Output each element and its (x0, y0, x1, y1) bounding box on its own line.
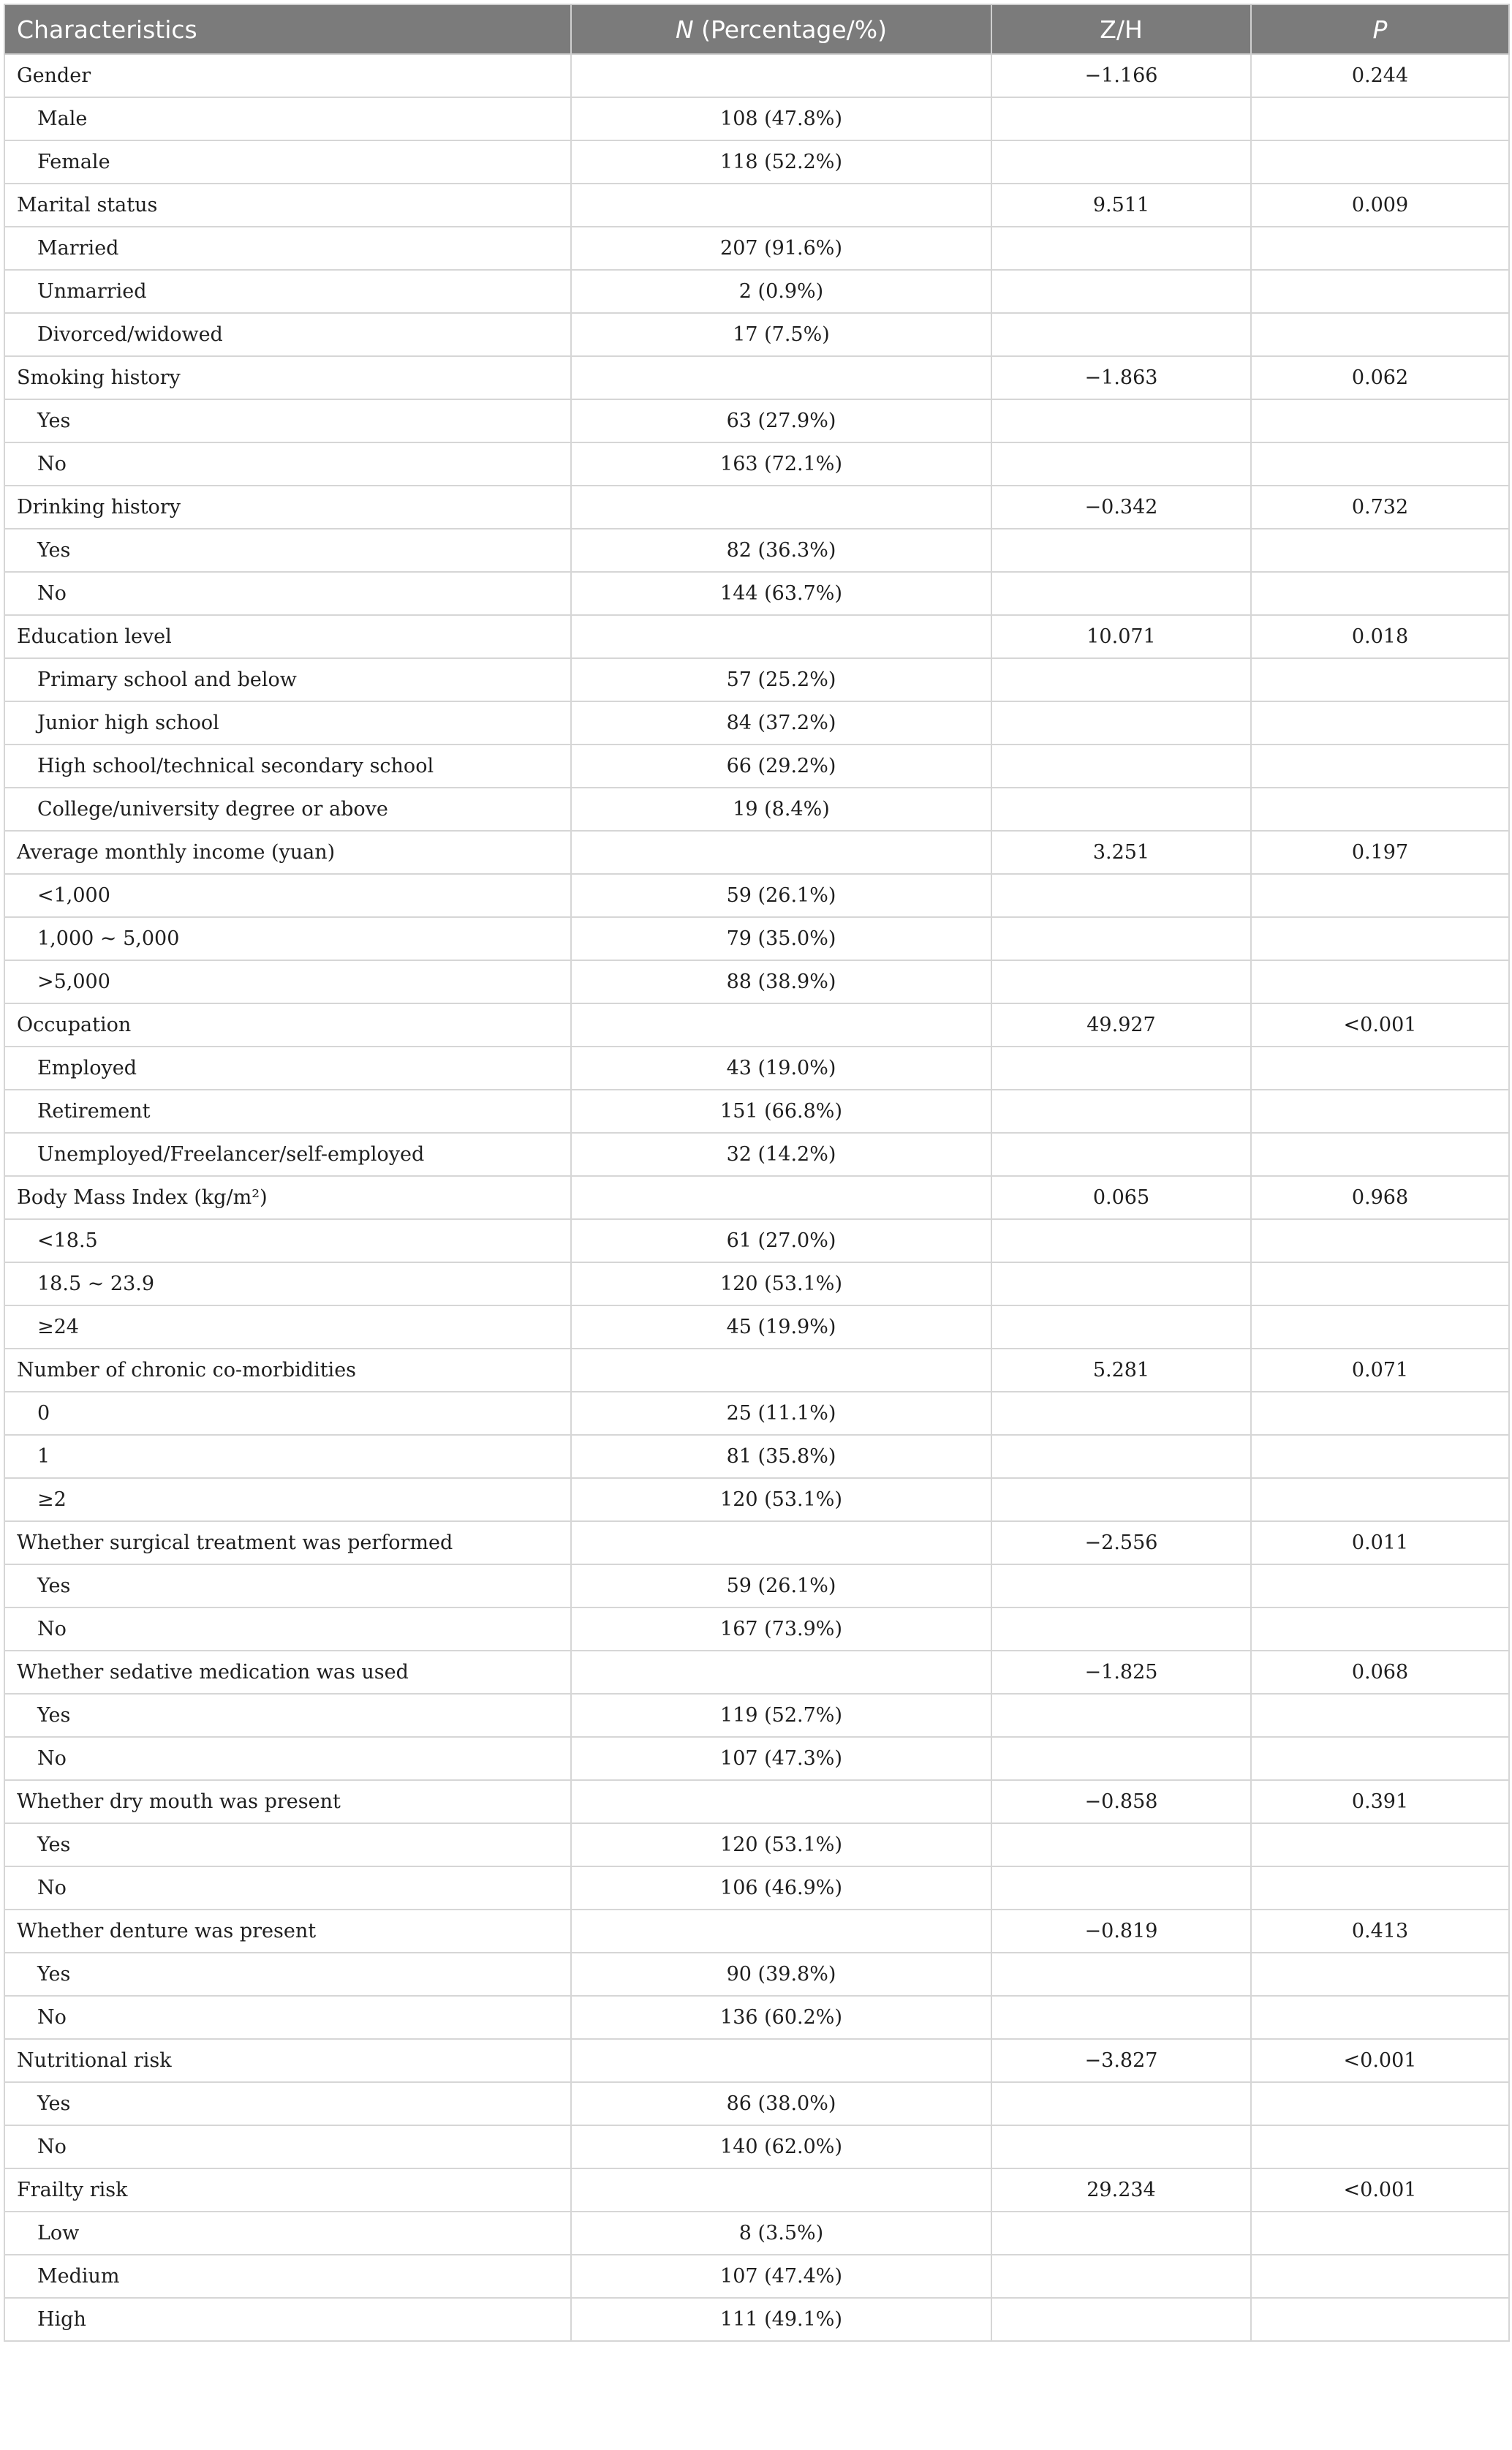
z-h-statistic-cell (991, 313, 1251, 356)
count-percentage-cell (571, 184, 991, 227)
table-row-subcategory (4, 1996, 1509, 2039)
z-h-statistic-cell (991, 399, 1251, 442)
count-percentage-cell: 66 (29.2%) (571, 745, 991, 788)
count-percentage-cell: 88 (38.9%) (571, 960, 991, 1003)
count-percentage-cell: 25 (11.1%) (571, 1392, 991, 1435)
count-percentage-cell: 106 (46.9%) (571, 1866, 991, 1910)
table-row-variable (4, 356, 1509, 399)
characteristic-cell: No (4, 1737, 571, 1780)
count-percentage-cell: 84 (37.2%) (571, 701, 991, 745)
count-percentage-cell (571, 615, 991, 658)
z-h-statistic-cell: −1.863 (991, 356, 1251, 399)
table-row-subcategory (4, 1392, 1509, 1435)
table-container (4, 4, 1508, 2342)
z-h-statistic-cell (991, 960, 1251, 1003)
z-h-statistic-cell (991, 140, 1251, 184)
count-percentage-cell: 81 (35.8%) (571, 1435, 991, 1478)
characteristic-cell: No (4, 1996, 571, 2039)
count-percentage-cell: 63 (27.9%) (571, 399, 991, 442)
z-h-statistic-cell (991, 2212, 1251, 2255)
header-row (4, 4, 1509, 54)
p-value-cell: <0.001 (1251, 2039, 1509, 2082)
table-row-variable (4, 184, 1509, 227)
characteristic-cell: Marital status (4, 184, 571, 227)
table-row-variable (4, 1521, 1509, 1564)
count-percentage-cell: 43 (19.0%) (571, 1047, 991, 1090)
characteristic-cell: Number of chronic co-morbidities (4, 1349, 571, 1392)
table-row-variable (4, 1780, 1509, 1823)
table-row-variable (4, 1176, 1509, 1219)
count-percentage-cell: 144 (63.7%) (571, 572, 991, 615)
p-value-cell (1251, 442, 1509, 486)
table-row-subcategory (4, 1607, 1509, 1651)
count-percentage-cell (571, 1651, 991, 1694)
p-value-cell: 0.968 (1251, 1176, 1509, 1219)
header-p-italic: P (1372, 15, 1388, 44)
z-h-statistic-cell (991, 1607, 1251, 1651)
table-row-subcategory (4, 1694, 1509, 1737)
p-value-cell (1251, 1219, 1509, 1262)
p-value-cell (1251, 1435, 1509, 1478)
characteristic-cell: 18.5 ~ 23.9 (4, 1262, 571, 1305)
table-row-subcategory (4, 1047, 1509, 1090)
characteristic-cell: Yes (4, 1823, 571, 1866)
z-h-statistic-cell (991, 97, 1251, 140)
characteristic-cell: <1,000 (4, 874, 571, 917)
table-row-subcategory (4, 442, 1509, 486)
p-value-cell (1251, 1953, 1509, 1996)
p-value-cell (1251, 2082, 1509, 2125)
p-value-cell: 0.197 (1251, 831, 1509, 874)
table-row-subcategory (4, 313, 1509, 356)
p-value-cell: 0.071 (1251, 1349, 1509, 1392)
z-h-statistic-cell: 5.281 (991, 1349, 1251, 1392)
header-p (1251, 4, 1509, 54)
count-percentage-cell: 163 (72.1%) (571, 442, 991, 486)
p-value-cell (1251, 874, 1509, 917)
table-row-subcategory (4, 227, 1509, 270)
p-value-cell (1251, 745, 1509, 788)
count-percentage-cell (571, 2039, 991, 2082)
table-row-variable (4, 831, 1509, 874)
p-value-cell (1251, 1392, 1509, 1435)
characteristic-cell: Whether dry mouth was present (4, 1780, 571, 1823)
z-h-statistic-cell (991, 1133, 1251, 1176)
z-h-statistic-cell (991, 1866, 1251, 1910)
count-percentage-cell: 82 (36.3%) (571, 529, 991, 572)
z-h-statistic-cell: 9.511 (991, 184, 1251, 227)
header-n-italic: N (675, 15, 694, 44)
p-value-cell (1251, 140, 1509, 184)
table-row-subcategory (4, 399, 1509, 442)
p-value-cell (1251, 2212, 1509, 2255)
characteristic-cell: Nutritional risk (4, 2039, 571, 2082)
characteristic-cell: Occupation (4, 1003, 571, 1047)
z-h-statistic-cell (991, 874, 1251, 917)
z-h-statistic-cell (991, 701, 1251, 745)
z-h-statistic-cell: 3.251 (991, 831, 1251, 874)
table-body (4, 54, 1509, 2341)
z-h-statistic-cell (991, 572, 1251, 615)
count-percentage-cell: 107 (47.4%) (571, 2255, 991, 2298)
p-value-cell (1251, 313, 1509, 356)
count-percentage-cell: 90 (39.8%) (571, 1953, 991, 1996)
p-value-cell (1251, 270, 1509, 313)
table-row-subcategory (4, 701, 1509, 745)
table-row-variable (4, 2039, 1509, 2082)
characteristic-cell: Yes (4, 2082, 571, 2125)
count-percentage-cell (571, 356, 991, 399)
characteristic-cell: Employed (4, 1047, 571, 1090)
z-h-statistic-cell (991, 1262, 1251, 1305)
characteristic-cell: Drinking history (4, 486, 571, 529)
characteristic-cell: Unemployed/Freelancer/self-employed (4, 1133, 571, 1176)
z-h-statistic-cell: −1.825 (991, 1651, 1251, 1694)
characteristic-cell: Medium (4, 2255, 571, 2298)
p-value-cell (1251, 1866, 1509, 1910)
z-h-statistic-cell (991, 2082, 1251, 2125)
count-percentage-cell (571, 1003, 991, 1047)
table-row-subcategory (4, 572, 1509, 615)
z-h-statistic-cell (991, 2255, 1251, 2298)
table-row-subcategory (4, 1090, 1509, 1133)
p-value-cell (1251, 1047, 1509, 1090)
header-z-h: Z/H (991, 4, 1251, 54)
characteristic-cell: Yes (4, 1694, 571, 1737)
p-value-cell: 0.732 (1251, 486, 1509, 529)
count-percentage-cell: 59 (26.1%) (571, 1564, 991, 1607)
characteristic-cell: 1,000 ~ 5,000 (4, 917, 571, 960)
characteristic-cell: Whether sedative medication was used (4, 1651, 571, 1694)
p-value-cell (1251, 572, 1509, 615)
count-percentage-cell (571, 1176, 991, 1219)
table-row-subcategory (4, 2212, 1509, 2255)
count-percentage-cell: 108 (47.8%) (571, 97, 991, 140)
table-row-variable (4, 1651, 1509, 1694)
count-percentage-cell (571, 1780, 991, 1823)
table-row-subcategory (4, 658, 1509, 701)
characteristic-cell: Male (4, 97, 571, 140)
table-row-subcategory (4, 874, 1509, 917)
p-value-cell (1251, 2255, 1509, 2298)
count-percentage-cell: 151 (66.8%) (571, 1090, 991, 1133)
table-row-subcategory (4, 745, 1509, 788)
table-row-subcategory (4, 1564, 1509, 1607)
p-value-cell (1251, 1823, 1509, 1866)
z-h-statistic-cell: 49.927 (991, 1003, 1251, 1047)
p-value-cell: <0.001 (1251, 2168, 1509, 2212)
p-value-cell (1251, 701, 1509, 745)
z-h-statistic-cell (991, 658, 1251, 701)
count-percentage-cell: 207 (91.6%) (571, 227, 991, 270)
p-value-cell (1251, 1694, 1509, 1737)
count-percentage-cell (571, 1349, 991, 1392)
characteristic-cell: Junior high school (4, 701, 571, 745)
count-percentage-cell (571, 486, 991, 529)
p-value-cell: 0.244 (1251, 54, 1509, 97)
p-value-cell (1251, 399, 1509, 442)
count-percentage-cell: 107 (47.3%) (571, 1737, 991, 1780)
count-percentage-cell: 32 (14.2%) (571, 1133, 991, 1176)
characteristic-cell: >5,000 (4, 960, 571, 1003)
z-h-statistic-cell: 0.065 (991, 1176, 1251, 1219)
p-value-cell (1251, 788, 1509, 831)
characteristic-cell: Whether denture was present (4, 1910, 571, 1953)
table-row-subcategory (4, 140, 1509, 184)
p-value-cell (1251, 2125, 1509, 2168)
p-value-cell (1251, 2298, 1509, 2341)
count-percentage-cell: 119 (52.7%) (571, 1694, 991, 1737)
table-row-subcategory (4, 1219, 1509, 1262)
p-value-cell: <0.001 (1251, 1003, 1509, 1047)
p-value-cell (1251, 1305, 1509, 1349)
characteristic-cell: <18.5 (4, 1219, 571, 1262)
table-row-subcategory (4, 2255, 1509, 2298)
z-h-statistic-cell (991, 2298, 1251, 2341)
p-value-cell: 0.062 (1251, 356, 1509, 399)
p-value-cell (1251, 658, 1509, 701)
characteristic-cell: ≥2 (4, 1478, 571, 1521)
table-row-subcategory (4, 97, 1509, 140)
p-value-cell (1251, 97, 1509, 140)
z-h-statistic-cell (991, 1737, 1251, 1780)
table-row-subcategory (4, 960, 1509, 1003)
count-percentage-cell: 61 (27.0%) (571, 1219, 991, 1262)
characteristic-cell: No (4, 2125, 571, 2168)
table-row-subcategory (4, 529, 1509, 572)
characteristic-cell: No (4, 1866, 571, 1910)
count-percentage-cell: 167 (73.9%) (571, 1607, 991, 1651)
count-percentage-cell: 17 (7.5%) (571, 313, 991, 356)
table-row-subcategory (4, 1737, 1509, 1780)
table-row-subcategory (4, 1823, 1509, 1866)
p-value-cell (1251, 1564, 1509, 1607)
header-percentage-text: (Percentage/%) (693, 15, 888, 44)
z-h-statistic-cell (991, 788, 1251, 831)
z-h-statistic-cell: −2.556 (991, 1521, 1251, 1564)
table-row-subcategory (4, 2298, 1509, 2341)
characteristic-cell: Yes (4, 399, 571, 442)
table-row-variable (4, 2168, 1509, 2212)
header-n-percentage (571, 4, 991, 54)
table-row-variable (4, 1910, 1509, 1953)
p-value-cell (1251, 1737, 1509, 1780)
count-percentage-cell: 86 (38.0%) (571, 2082, 991, 2125)
table-row-subcategory (4, 2082, 1509, 2125)
table-row-variable (4, 486, 1509, 529)
characteristic-cell: Smoking history (4, 356, 571, 399)
characteristic-cell: Whether surgical treatment was performed (4, 1521, 571, 1564)
table-header (4, 4, 1509, 54)
z-h-statistic-cell (991, 270, 1251, 313)
z-h-statistic-cell (991, 1823, 1251, 1866)
characteristic-cell: Yes (4, 1564, 571, 1607)
characteristic-cell: College/university degree or above (4, 788, 571, 831)
z-h-statistic-cell: −0.858 (991, 1780, 1251, 1823)
characteristic-cell: Average monthly income (yuan) (4, 831, 571, 874)
characteristic-cell: Retirement (4, 1090, 571, 1133)
p-value-cell: 0.391 (1251, 1780, 1509, 1823)
z-h-statistic-cell: −1.166 (991, 54, 1251, 97)
count-percentage-cell: 59 (26.1%) (571, 874, 991, 917)
z-h-statistic-cell (991, 1090, 1251, 1133)
p-value-cell (1251, 1262, 1509, 1305)
z-h-statistic-cell (991, 1478, 1251, 1521)
characteristic-cell: Yes (4, 1953, 571, 1996)
count-percentage-cell: 45 (19.9%) (571, 1305, 991, 1349)
z-h-statistic-cell (991, 1564, 1251, 1607)
count-percentage-cell (571, 1521, 991, 1564)
z-h-statistic-cell (991, 1996, 1251, 2039)
table-row-subcategory (4, 1866, 1509, 1910)
table-row-subcategory (4, 270, 1509, 313)
z-h-statistic-cell (991, 917, 1251, 960)
p-value-cell (1251, 1478, 1509, 1521)
characteristic-cell: High school/technical secondary school (4, 745, 571, 788)
characteristic-cell: No (4, 442, 571, 486)
characteristic-cell: Education level (4, 615, 571, 658)
z-h-statistic-cell (991, 529, 1251, 572)
p-value-cell (1251, 227, 1509, 270)
characteristic-cell: Female (4, 140, 571, 184)
table-row-subcategory (4, 1953, 1509, 1996)
z-h-statistic-cell: 29.234 (991, 2168, 1251, 2212)
characteristic-cell: Gender (4, 54, 571, 97)
table-row-variable (4, 1349, 1509, 1392)
table-row-subcategory (4, 2125, 1509, 2168)
p-value-cell (1251, 1090, 1509, 1133)
p-value-cell (1251, 1133, 1509, 1176)
characteristic-cell: Primary school and below (4, 658, 571, 701)
z-h-statistic-cell (991, 1219, 1251, 1262)
table-row-variable (4, 615, 1509, 658)
p-value-cell: 0.011 (1251, 1521, 1509, 1564)
z-h-statistic-cell (991, 745, 1251, 788)
table-row-variable (4, 54, 1509, 97)
count-percentage-cell: 2 (0.9%) (571, 270, 991, 313)
z-h-statistic-cell: −0.819 (991, 1910, 1251, 1953)
count-percentage-cell: 136 (60.2%) (571, 1996, 991, 2039)
table-row-subcategory (4, 1305, 1509, 1349)
characteristic-cell: 1 (4, 1435, 571, 1478)
p-value-cell (1251, 1607, 1509, 1651)
characteristic-cell: Yes (4, 529, 571, 572)
table-row-variable (4, 1003, 1509, 1047)
table-row-subcategory (4, 1133, 1509, 1176)
header-characteristics: Characteristics (4, 4, 571, 54)
z-h-statistic-cell (991, 442, 1251, 486)
p-value-cell: 0.413 (1251, 1910, 1509, 1953)
table-row-subcategory (4, 1435, 1509, 1478)
z-h-statistic-cell: 10.071 (991, 615, 1251, 658)
count-percentage-cell: 8 (3.5%) (571, 2212, 991, 2255)
p-value-cell (1251, 960, 1509, 1003)
z-h-statistic-cell: −3.827 (991, 2039, 1251, 2082)
characteristic-cell: No (4, 1607, 571, 1651)
count-percentage-cell (571, 54, 991, 97)
characteristic-cell: Low (4, 2212, 571, 2255)
p-value-cell (1251, 917, 1509, 960)
table-row-subcategory (4, 917, 1509, 960)
z-h-statistic-cell (991, 1392, 1251, 1435)
z-h-statistic-cell (991, 1435, 1251, 1478)
count-percentage-cell (571, 1910, 991, 1953)
count-percentage-cell: 79 (35.0%) (571, 917, 991, 960)
characteristic-cell: ≥24 (4, 1305, 571, 1349)
characteristic-cell: Frailty risk (4, 2168, 571, 2212)
count-percentage-cell (571, 2168, 991, 2212)
table-row-subcategory (4, 1478, 1509, 1521)
count-percentage-cell: 120 (53.1%) (571, 1478, 991, 1521)
p-value-cell (1251, 529, 1509, 572)
count-percentage-cell (571, 831, 991, 874)
count-percentage-cell: 57 (25.2%) (571, 658, 991, 701)
z-h-statistic-cell (991, 1305, 1251, 1349)
p-value-cell: 0.068 (1251, 1651, 1509, 1694)
z-h-statistic-cell (991, 1047, 1251, 1090)
p-value-cell: 0.018 (1251, 615, 1509, 658)
count-percentage-cell: 118 (52.2%) (571, 140, 991, 184)
count-percentage-cell: 19 (8.4%) (571, 788, 991, 831)
p-value-cell: 0.009 (1251, 184, 1509, 227)
z-h-statistic-cell: −0.342 (991, 486, 1251, 529)
characteristic-cell: Body Mass Index (kg/m²) (4, 1176, 571, 1219)
count-percentage-cell: 120 (53.1%) (571, 1262, 991, 1305)
count-percentage-cell: 140 (62.0%) (571, 2125, 991, 2168)
characteristic-cell: High (4, 2298, 571, 2341)
table-row-subcategory (4, 788, 1509, 831)
count-percentage-cell: 111 (49.1%) (571, 2298, 991, 2341)
characteristic-cell: Divorced/widowed (4, 313, 571, 356)
characteristic-cell: 0 (4, 1392, 571, 1435)
characteristic-cell: No (4, 572, 571, 615)
z-h-statistic-cell (991, 1694, 1251, 1737)
z-h-statistic-cell (991, 227, 1251, 270)
p-value-cell (1251, 1996, 1509, 2039)
characteristic-cell: Married (4, 227, 571, 270)
characteristic-cell: Unmarried (4, 270, 571, 313)
characteristics-table (4, 4, 1510, 2342)
count-percentage-cell: 120 (53.1%) (571, 1823, 991, 1866)
z-h-statistic-cell (991, 1953, 1251, 1996)
z-h-statistic-cell (991, 2125, 1251, 2168)
table-row-subcategory (4, 1262, 1509, 1305)
